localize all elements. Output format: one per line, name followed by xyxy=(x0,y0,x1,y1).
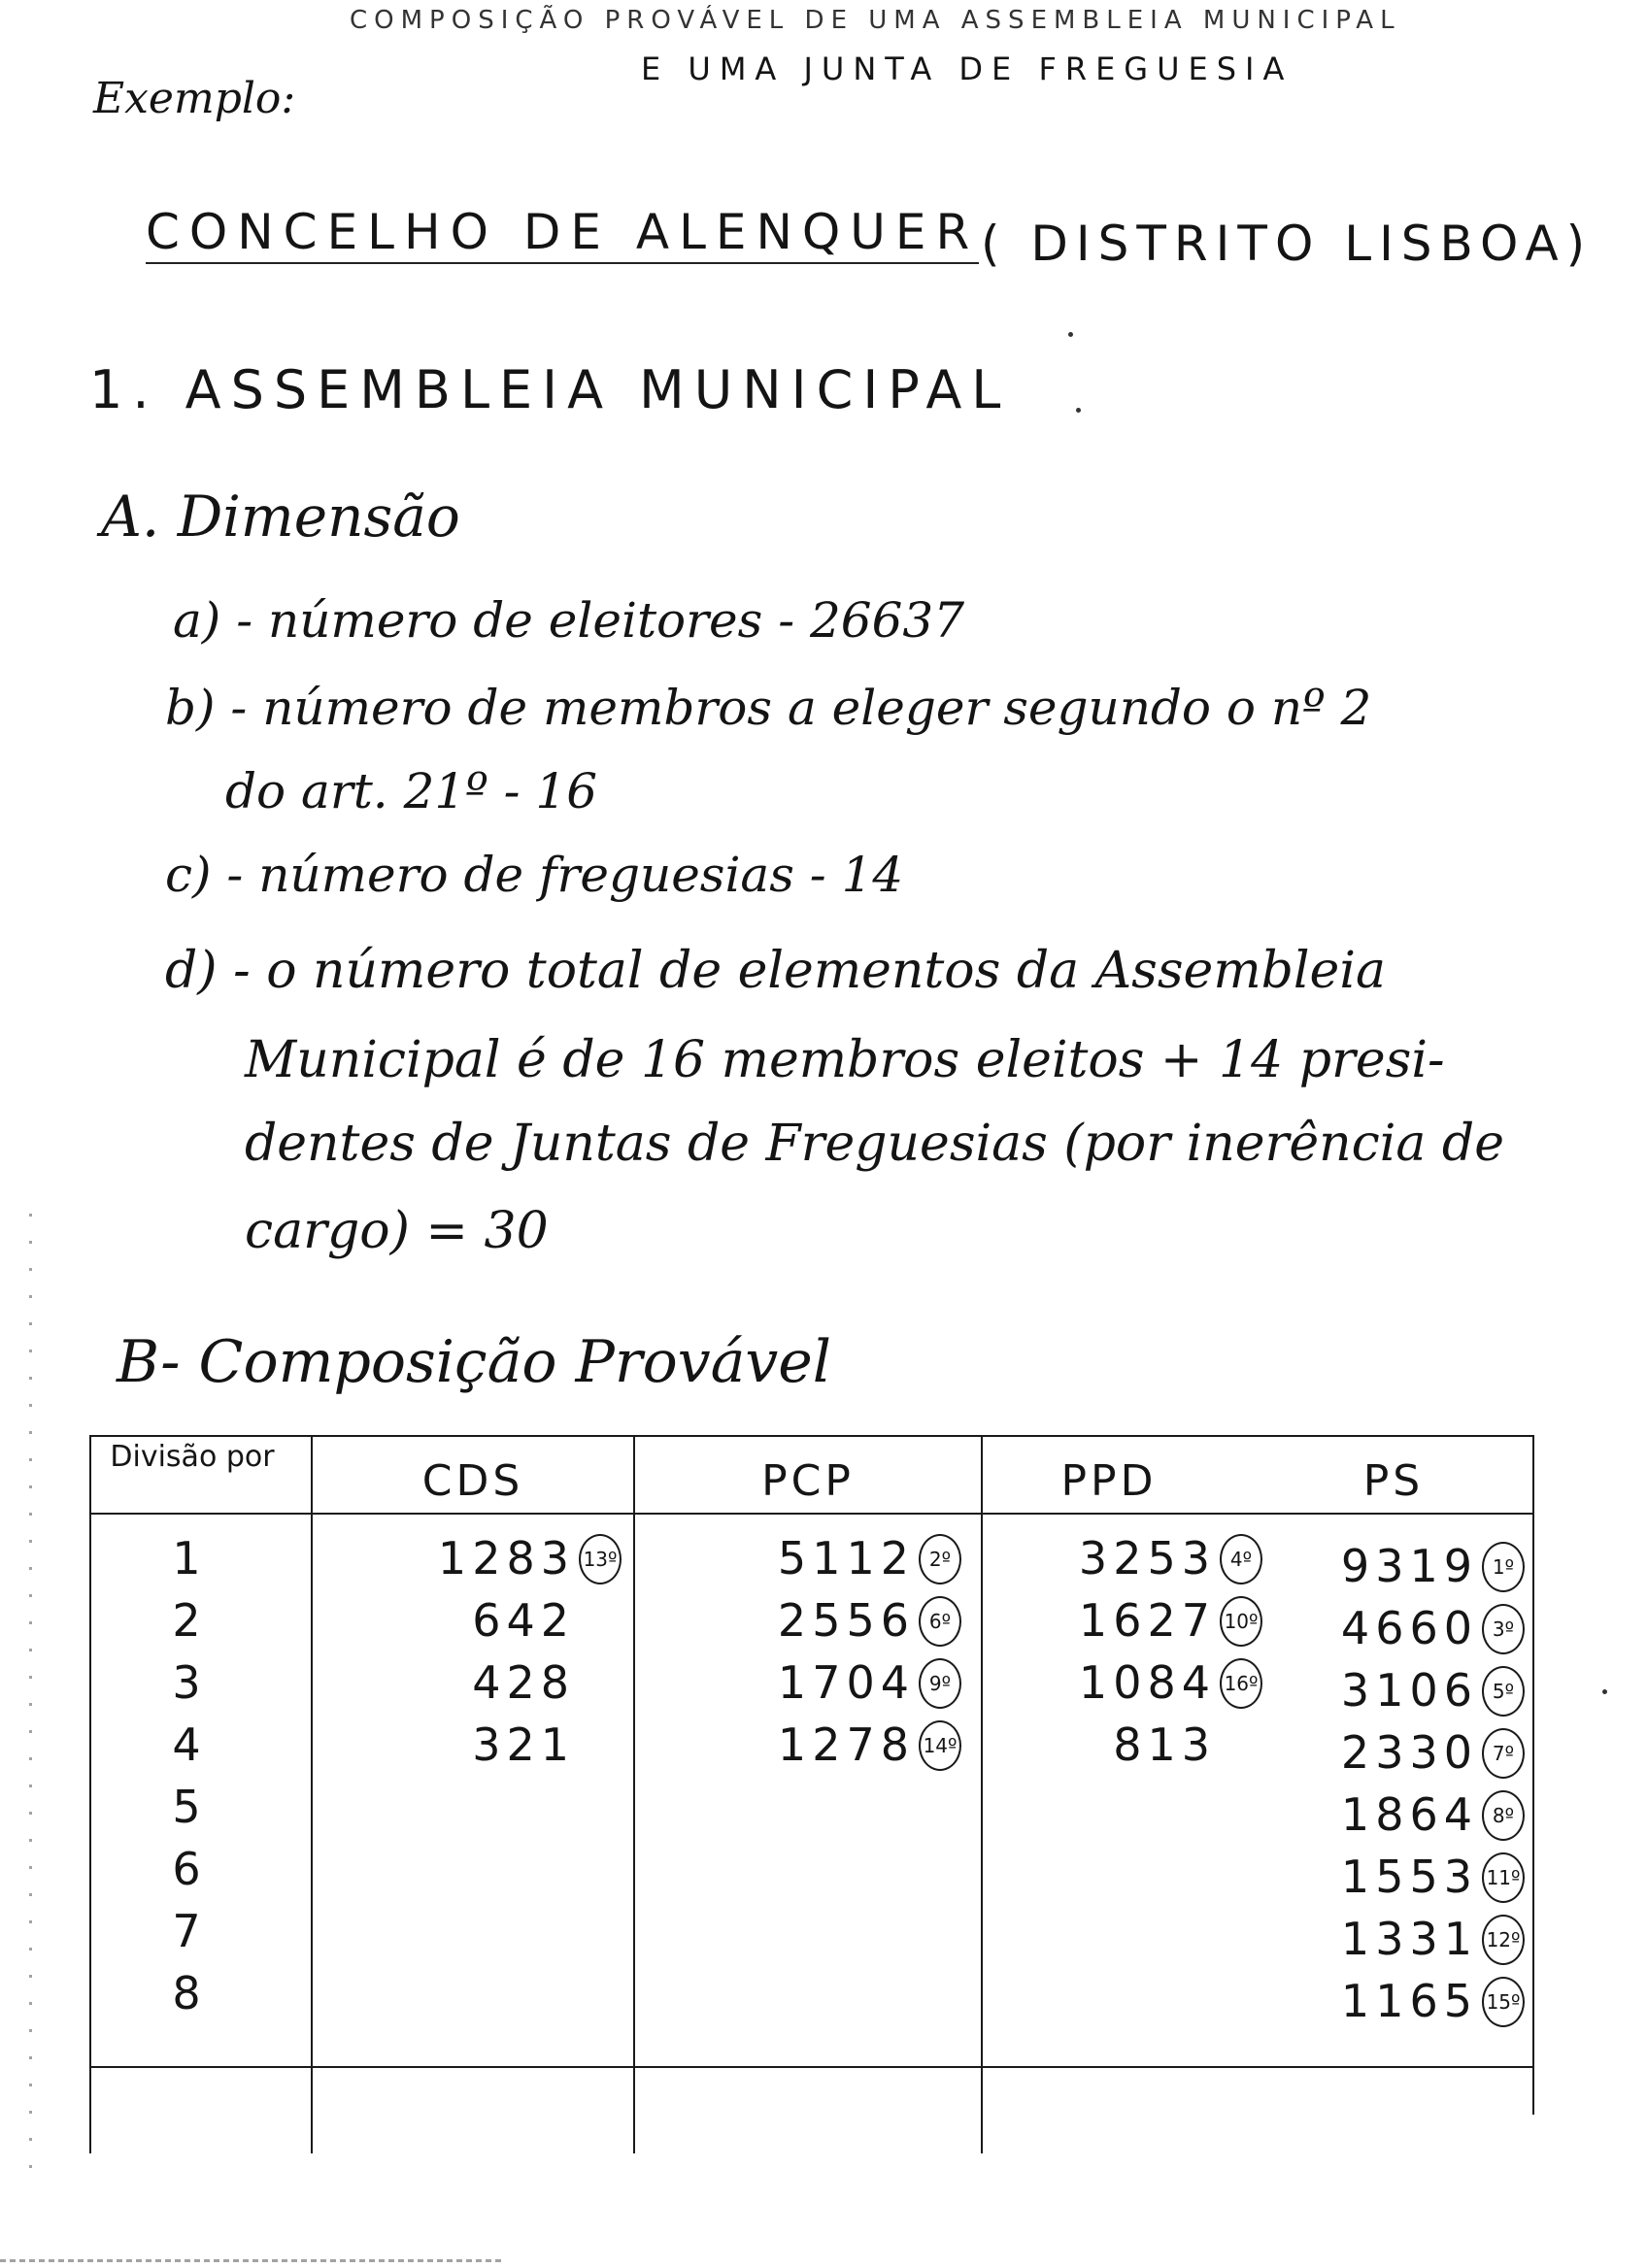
cds-quotient: 1283 xyxy=(437,1532,575,1584)
table-bottom-divider xyxy=(89,2066,1534,2068)
pcp-quotient: 2556 xyxy=(777,1594,915,1647)
item-d-line-1: d) - o número total de elementos da Assembleia xyxy=(165,942,1386,1000)
pcp-quotient: 1704 xyxy=(777,1656,915,1709)
ps-quotient: 1331 xyxy=(1340,1913,1478,1965)
subsection-b-heading: B- Composição Provável xyxy=(117,1328,831,1396)
pcp-quotient: 1278 xyxy=(777,1718,915,1771)
header-divisor: Divisão por xyxy=(110,1440,275,1474)
ps-seat-rank: 11º xyxy=(1482,1852,1525,1903)
ps-quotient: 4660 xyxy=(1340,1602,1478,1654)
pcp-quotient: 5112 xyxy=(777,1532,915,1584)
ppd-seat-rank: 10º xyxy=(1220,1596,1262,1647)
table-col-divider-3 xyxy=(981,1435,983,2153)
header-ps: PS xyxy=(1362,1456,1425,1506)
ps-seat-rank: 5º xyxy=(1482,1666,1525,1717)
table-col-divider-1 xyxy=(311,1435,313,2153)
scan-speck xyxy=(1076,408,1081,413)
table-right-border xyxy=(1532,1435,1534,2115)
scan-margin-marks xyxy=(29,1214,32,2185)
table-left-border xyxy=(89,1435,91,2153)
pcp-seat-rank: 2º xyxy=(919,1534,961,1584)
ps-quotient: 2330 xyxy=(1340,1726,1478,1779)
ps-seat-rank: 8º xyxy=(1482,1790,1525,1841)
ps-quotient: 3106 xyxy=(1340,1664,1478,1717)
ps-seat-rank: 3º xyxy=(1482,1604,1525,1654)
district-title: ( DISTRITO LISBOA) xyxy=(981,216,1594,272)
municipality-title: CONCELHO DE ALENQUER xyxy=(146,204,979,264)
ps-seat-rank: 12º xyxy=(1482,1915,1525,1965)
pcp-seat-rank: 9º xyxy=(919,1658,961,1709)
subsection-a-heading: A. Dimensão xyxy=(101,484,460,550)
divisor-cell: 7 xyxy=(172,1905,201,1957)
pcp-seat-rank: 14º xyxy=(919,1720,961,1771)
header-line-2: E UMA JUNTA DE FREGUESIA xyxy=(641,50,1294,87)
item-a: a) - número de eleitores - 26637 xyxy=(173,592,965,649)
ps-seat-rank: 7º xyxy=(1482,1728,1525,1779)
ps-seat-rank: 1º xyxy=(1482,1542,1525,1592)
ppd-quotient: 1627 xyxy=(1078,1594,1216,1647)
item-c: c) - número de freguesias - 14 xyxy=(165,847,904,903)
pcp-seat-rank: 6º xyxy=(919,1596,961,1647)
item-b-line-1: b) - número de membros a eleger segundo o nº 2 xyxy=(165,680,1372,736)
cds-seat-rank: 13º xyxy=(579,1534,622,1584)
section-1-heading: 1. ASSEMBLEIA MUNICIPAL xyxy=(89,359,1011,420)
table-header-divider xyxy=(89,1513,1534,1515)
divisor-cell: 2 xyxy=(172,1594,201,1647)
ppd-seat-rank: 16º xyxy=(1220,1658,1262,1709)
scan-speck xyxy=(1602,1689,1607,1694)
header-cds: CDS xyxy=(421,1456,524,1506)
example-label: Exemplo: xyxy=(93,74,296,123)
item-d-line-3: dentes de Juntas de Freguesias (por inerência de xyxy=(245,1115,1504,1173)
composition-table xyxy=(89,1435,1546,2163)
divisor-cell: 4 xyxy=(172,1718,201,1771)
header-line-1: COMPOSIÇÃO PROVÁVEL DE UMA ASSEMBLEIA MUNICIPAL xyxy=(350,6,1401,35)
ps-quotient: 1553 xyxy=(1340,1851,1478,1903)
ppd-quotient: 1084 xyxy=(1078,1656,1216,1709)
ps-seat-rank: 15º xyxy=(1482,1977,1525,2027)
header-ppd: PPD xyxy=(1060,1456,1158,1506)
scan-speck xyxy=(1068,332,1073,337)
ps-quotient: 1864 xyxy=(1340,1788,1478,1841)
ps-quotient: 1165 xyxy=(1340,1975,1478,2027)
item-d-line-2: Municipal é de 16 membros eleitos + 14 presi- xyxy=(245,1031,1445,1089)
item-b-line-2: do art. 21º - 16 xyxy=(225,763,598,819)
ps-quotient: 9319 xyxy=(1340,1540,1478,1592)
scan-edge-mark xyxy=(0,2259,505,2262)
table-col-divider-2 xyxy=(633,1435,635,2153)
divisor-cell: 3 xyxy=(172,1656,201,1709)
ppd-seat-rank: 4º xyxy=(1220,1534,1262,1584)
ppd-quotient: 3253 xyxy=(1078,1532,1216,1584)
ppd-quotient: 813 xyxy=(1113,1718,1216,1771)
divisor-cell: 8 xyxy=(172,1967,201,2019)
cds-quotient: 642 xyxy=(472,1594,575,1647)
divisor-cell: 5 xyxy=(172,1781,201,1833)
cds-quotient: 428 xyxy=(472,1656,575,1709)
header-pcp: PCP xyxy=(761,1456,855,1506)
table-top-border xyxy=(89,1435,1534,1437)
divisor-cell: 1 xyxy=(172,1532,201,1584)
divisor-cell: 6 xyxy=(172,1843,201,1895)
cds-quotient: 321 xyxy=(472,1718,575,1771)
item-d-line-4: cargo) = 30 xyxy=(245,1202,549,1260)
